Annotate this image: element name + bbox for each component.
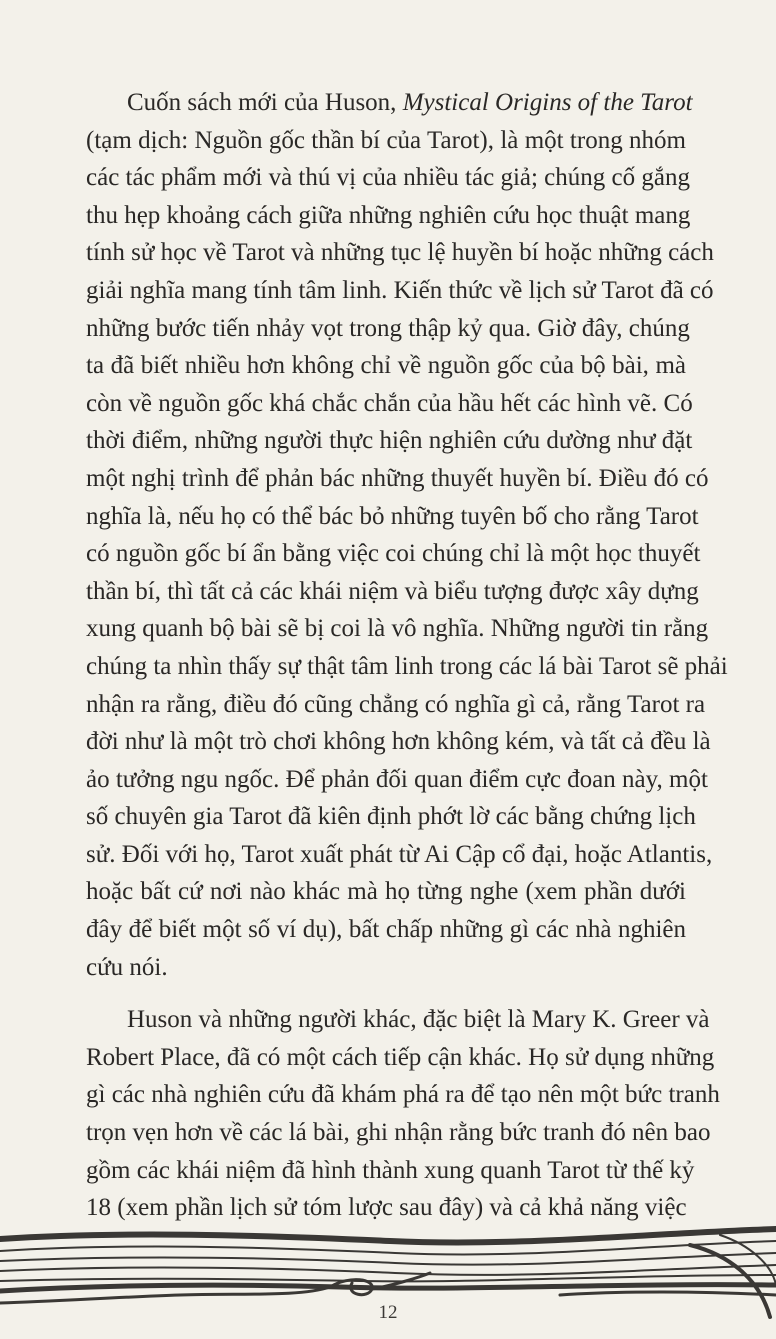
page-number: 12 xyxy=(378,1302,398,1323)
text-line: ảo tưởng ngu ngốc. Để phản đối quan điểm cực đoan này, một xyxy=(86,765,708,793)
text-line: giải nghĩa mang tính tâm linh. Kiến thức về lịch sử Tarot đã có xyxy=(86,276,714,304)
text-line: hoặc bất cứ nơi nào khác mà họ từng nghe (xem phần dưới xyxy=(86,878,686,906)
text-line: sử. Đối với họ, Tarot xuất phát từ Ai Cập cổ đại, hoặc Atlantis, xyxy=(86,840,713,868)
paragraph-1 xyxy=(86,84,728,986)
text-line: ta đã biết nhiều hơn không chỉ về nguồn gốc của bộ bài, mà xyxy=(86,352,686,380)
body-text xyxy=(86,84,728,1227)
text-line: gì các nhà nghiên cứu đã khám phá ra để tạo nên một bức tranh xyxy=(86,1081,720,1109)
text-line: thu hẹp khoảng cách giữa những nghiên cứu học thuật mang xyxy=(86,201,691,229)
text-line: thần bí, thì tất cả các khái niệm và biểu tượng được xây dựng xyxy=(86,577,699,605)
text-line: số chuyên gia Tarot đã kiên định phớt lờ các bằng chứng lịch xyxy=(86,803,696,831)
text-line: cứu nói. xyxy=(86,953,168,981)
text-line: còn về nguồn gốc khá chắc chắn của hầu hết các hình vẽ. Có xyxy=(86,389,693,417)
text-line: Huson và những người khác, đặc biệt là Mary K. Greer và xyxy=(127,1006,710,1034)
text-line: nghĩa là, nếu họ có thể bác bỏ những tuyên bố cho rằng Tarot xyxy=(86,502,699,530)
text-line-plain: Cuốn sách mới của Huson, xyxy=(127,89,403,116)
text-line: các tác phẩm mới và thú vị của nhiều tác giả; chúng cố gắng xyxy=(86,164,690,192)
text-line xyxy=(86,84,693,122)
paragraph-2 xyxy=(86,1001,720,1227)
text-line: tính sử học về Tarot và những tục lệ huyền bí hoặc những cách xyxy=(86,239,714,267)
text-line: có nguồn gốc bí ẩn bằng việc coi chúng chỉ là một học thuyết xyxy=(86,540,701,568)
text-line: Robert Place, đã có một cách tiếp cận khác. Họ sử dụng những xyxy=(86,1043,715,1071)
text-line: nhận ra rằng, điều đó cũng chẳng có nghĩa gì cả, rằng Tarot ra xyxy=(86,690,706,718)
text-line: đây để biết một số ví dụ), bất chấp những gì các nhà nghiên xyxy=(86,916,686,944)
text-line: xung quanh bộ bài sẽ bị coi là vô nghĩa. Những người tin rằng xyxy=(86,615,709,643)
text-line: những bước tiến nhảy vọt trong thập kỷ qua. Giờ đây, chúng xyxy=(86,314,690,342)
text-line: trọn vẹn hơn về các lá bài, ghi nhận rằng bức tranh đó nên bao xyxy=(86,1119,711,1147)
text-line: một nghị trình để phản bác những thuyết huyền bí. Điều đó có xyxy=(86,464,709,492)
text-line: gồm các khái niệm đã hình thành xung quanh Tarot từ thế kỷ xyxy=(86,1156,695,1184)
text-line: chúng ta nhìn thấy sự thật tâm linh trong các lá bài Tarot sẽ phải xyxy=(86,652,728,680)
text-line: thời điểm, những người thực hiện nghiên cứu dường như đặt xyxy=(86,427,693,455)
book-title-italic: Mystical Origins of the Tarot xyxy=(402,89,693,116)
text-line: đời như là một trò chơi không hơn không kém, và tất cả đều là xyxy=(86,728,711,756)
text-line: 18 (xem phần lịch sử tóm lược sau đây) và cả khả năng việc xyxy=(86,1194,687,1222)
text-line: (tạm dịch: Nguồn gốc thần bí của Tarot), là một trong nhóm xyxy=(86,126,686,154)
